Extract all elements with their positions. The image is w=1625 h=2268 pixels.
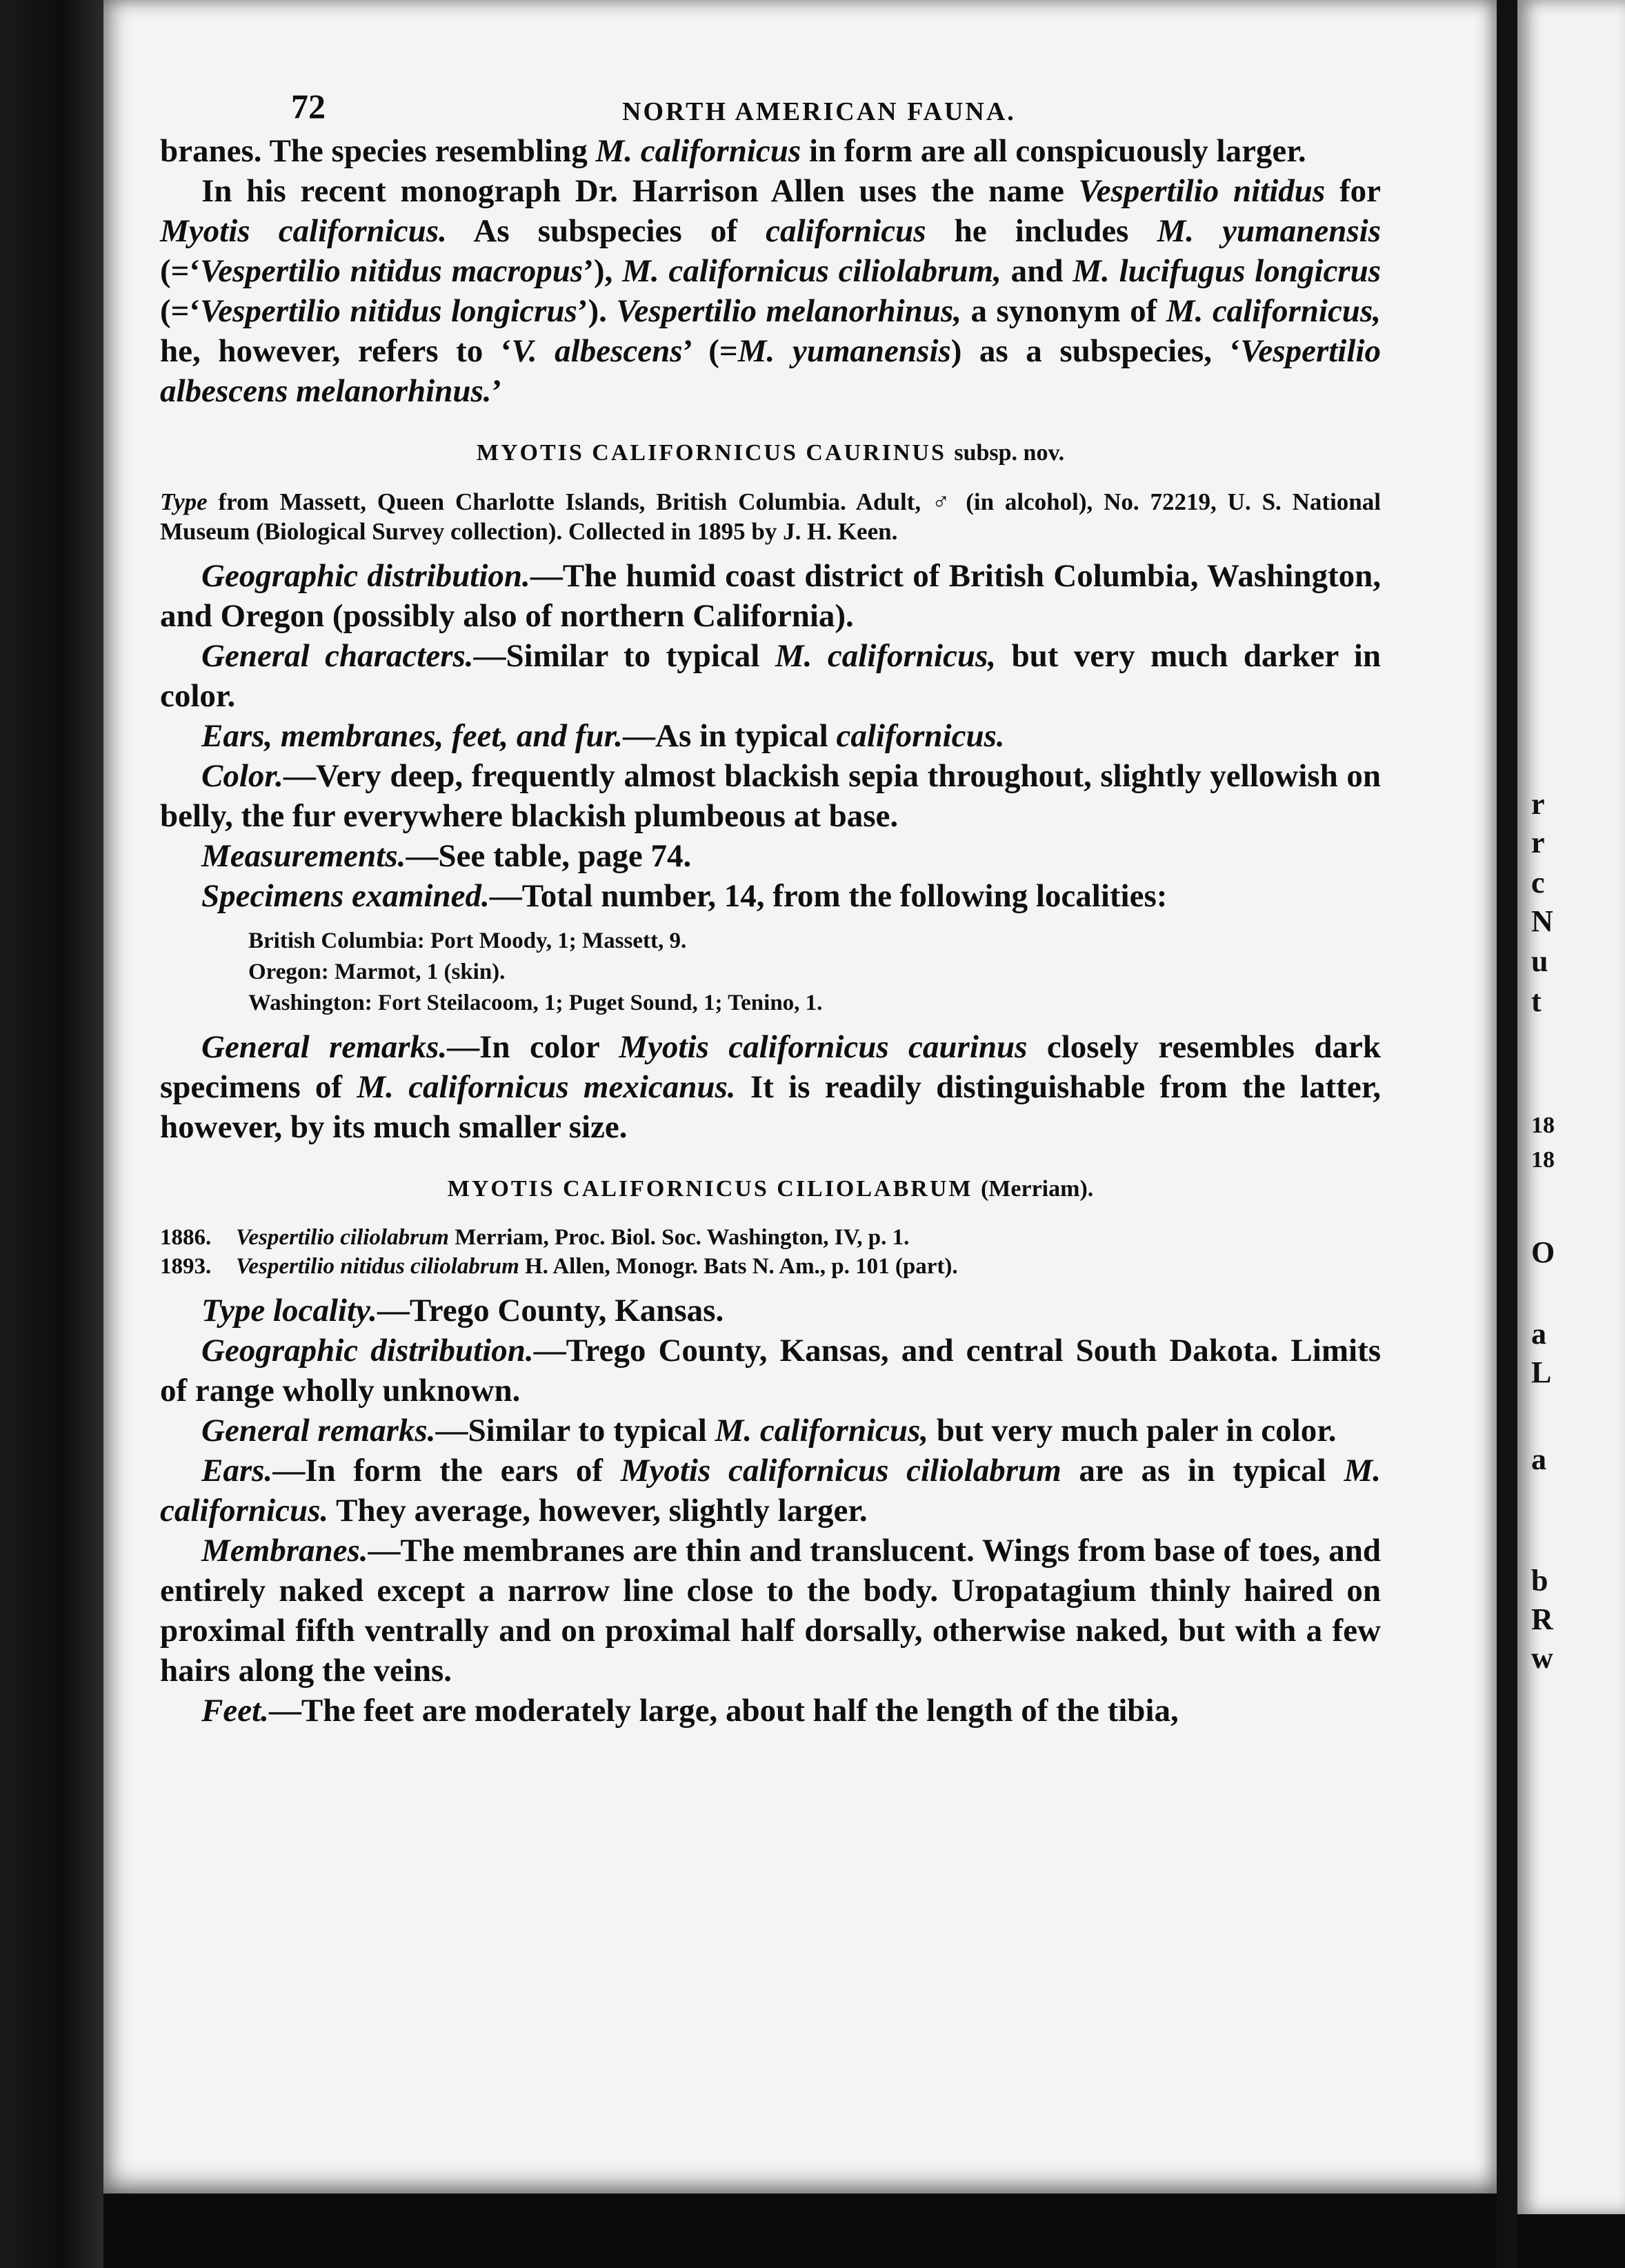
facing-page-fragment: r <box>1531 787 1545 821</box>
type-specimen-note: Type from Massett, Queen Charlotte Islands, British Columbia. Adult, ♂ (in alcohol), No. 72219, U. S. National Museum (Biological Survey collection). Collected in 1895 by J. H. Keen. <box>160 488 1381 545</box>
running-head <box>160 76 1381 131</box>
general-remarks-ciliolabrum: General remarks.—Similar to typical M. californicus, but very much paler in color. <box>201 1413 1337 1449</box>
geographic-distribution-ciliolabrum: Geographic distribution.—Trego County, Kansas, and central South Dakota. Limits of range wholly unknown. <box>160 1333 1381 1409</box>
measurements: Measurements.—See table, page 74. <box>201 838 692 874</box>
facing-page-fragment: N <box>1531 904 1553 938</box>
facing-page-fragment: L <box>1531 1355 1552 1389</box>
paragraph-intro-1: branes. The species resembling M. californicus in form are all conspicuously larger. <box>160 133 1306 169</box>
ears-ciliolabrum: Ears.—In form the ears of Myotis californicus ciliolabrum are as in typical M. californicus. They average, however, slightly larger. <box>160 1453 1381 1529</box>
general-remarks-caurinus: General remarks.—In color Myotis californicus caurinus closely resembles dark specimens of M. californicus mexicanus. It is readily distinguishable from the latter, however, by its much smaller size. <box>160 1029 1381 1145</box>
facing-page-fragment: a <box>1531 1442 1546 1476</box>
scan-left-edge <box>0 0 103 2268</box>
facing-page-fragment: O <box>1531 1235 1555 1269</box>
locality-item: British Columbia: Port Moody, 1; Massett, 9. <box>248 928 687 953</box>
facing-page-fragment: R <box>1531 1602 1553 1636</box>
facing-page-fragment: t <box>1531 984 1542 1018</box>
membranes-ciliolabrum: Membranes.—The membranes are thin and translucent. Wings from base of toes, and entirely naked except a narrow line close to the body. Uropatagium thinly haired on proximal fifth ventrally and on proximal half dorsally, otherwise naked, but with a few hairs along the veins. <box>160 1533 1381 1689</box>
facing-page-fragment: b <box>1531 1564 1548 1598</box>
facing-page-fragment: 18 <box>1531 1147 1555 1173</box>
section-title-ciliolabrum: MYOTIS CALIFORNICUS CILIOLABRUM (Merriam). <box>447 1176 1094 1202</box>
locality-item: Washington: Fort Steilacoom, 1; Puget Sound, 1; Tenino, 1. <box>248 991 823 1015</box>
color-description: Color.—Very deep, frequently almost blackish sepia throughout, slightly yellowish on belly, the fur everywhere blackish plumbeous at base. <box>160 758 1381 834</box>
facing-page-fragment: r <box>1531 826 1545 859</box>
synonymy-entry: 1886. Vespertilio ciliolabrum Merriam, Proc. Biol. Soc. Washington, IV, p. 1. <box>160 1225 910 1250</box>
type-locality: Type locality.—Trego County, Kansas. <box>201 1293 724 1329</box>
facing-page-fragment: u <box>1531 944 1548 978</box>
locality-list <box>160 926 1381 1019</box>
synonymy-entry: 1893. Vespertilio nitidus ciliolabrum H. Allen, Monogr. Bats N. Am., p. 101 (part). <box>160 1254 958 1279</box>
running-title: NORTH AMERICAN FAUNA. <box>622 97 1016 126</box>
facing-page-fragment: w <box>1531 1641 1553 1675</box>
paragraph-intro-2: In his recent monograph Dr. Harrison Allen uses the name Vespertilio nitidus for Myotis californicus. As subspecies of californicus he includes M. yumanensis (=‘Vespertilio nitidus macropus’), M. californicus ciliolabrum, and M. lucifugus longicrus (=‘Vespertilio nitidus longicrus’). Vespertilio melanorhinus, a synonym of M. californicus, he, however, refers to ‘V. albescens’ (=M. yumanensis) as a subspecies, ‘Vespertilio albescens melanorhinus.’ <box>160 173 1382 409</box>
locality-item: Oregon: Marmot, 1 (skin). <box>248 959 506 984</box>
book-gutter <box>1497 0 1517 2268</box>
section-title-caurinus: MYOTIS CALIFORNICUS CAURINUS subsp. nov. <box>476 440 1065 466</box>
page-number: 72 <box>291 87 326 126</box>
general-characters: General characters.—Similar to typical M. californicus, but very much darker in color. <box>160 638 1382 714</box>
facing-page-edge <box>1517 0 1625 2214</box>
facing-page-fragment: 18 <box>1531 1113 1555 1138</box>
facing-page-fragment: a <box>1531 1317 1546 1351</box>
specimens-examined: Specimens examined.—Total number, 14, from the following localities: <box>201 878 1168 914</box>
page-content <box>160 76 1381 1731</box>
feet-ciliolabrum: Feet.—The feet are moderately large, about half the length of the tibia, <box>201 1693 1179 1729</box>
ears-membranes-feet-fur: Ears, membranes, feet, and fur.—As in typical californicus. <box>201 718 1005 754</box>
facing-page-fragment: c <box>1531 866 1545 899</box>
geographic-distribution: Geographic distribution.—The humid coast district of British Columbia, Washington, and Oregon (possibly also of northern California). <box>160 558 1381 634</box>
